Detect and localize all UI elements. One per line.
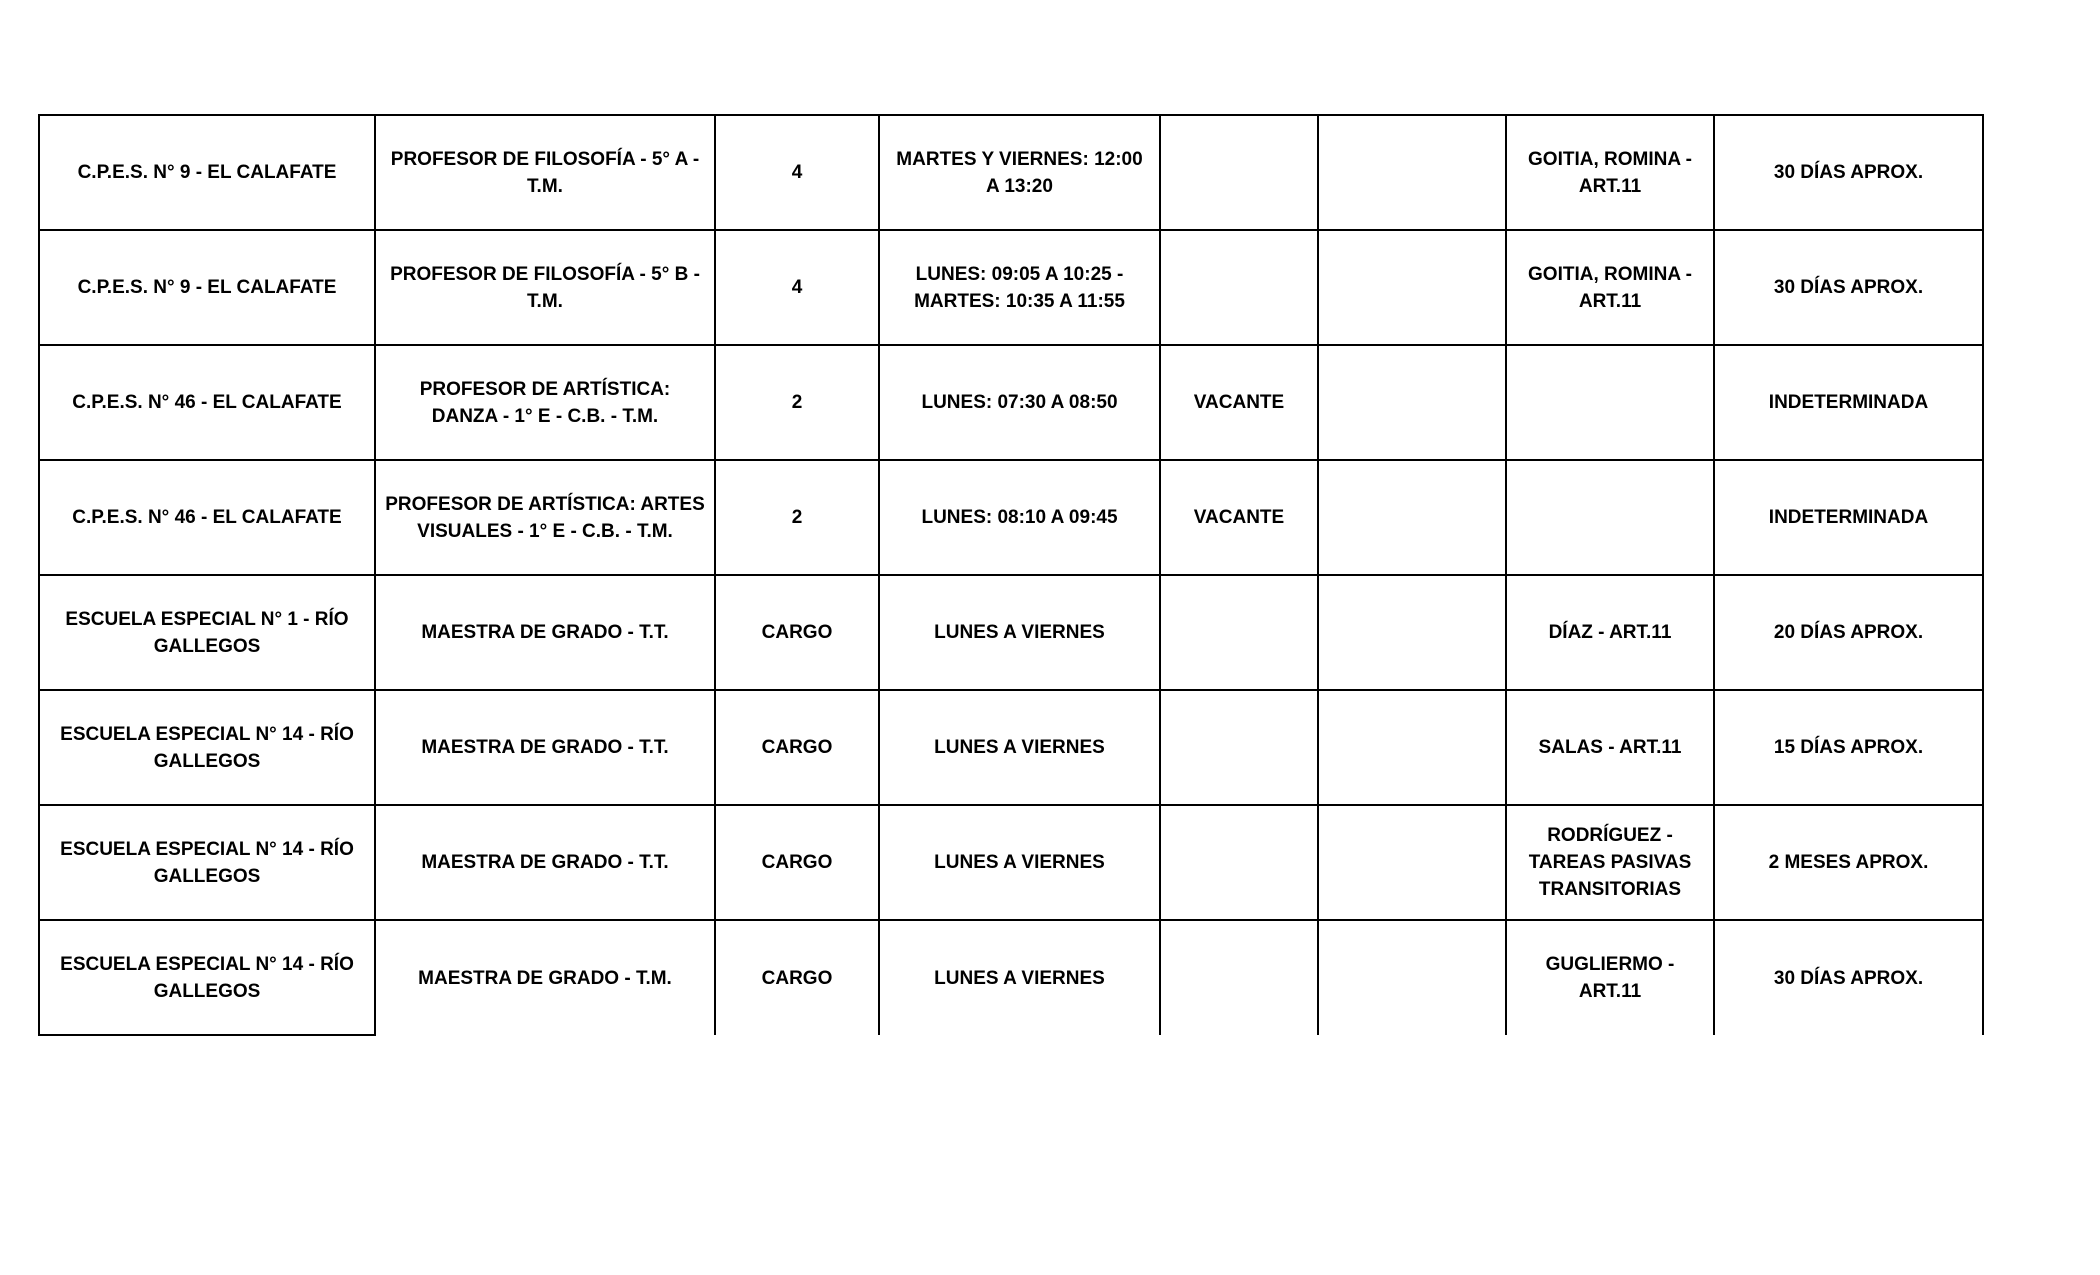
school-cell: ESCUELA ESPECIAL N° 14 - RÍO GALLEGOS	[39, 690, 375, 805]
status-cell	[1160, 920, 1318, 1035]
schedule-cell: LUNES: 09:05 A 10:25 - MARTES: 10:35 A 11:55	[879, 230, 1160, 345]
table-row	[39, 920, 1983, 1035]
holder-cell: RODRÍGUEZ - TAREAS PASIVAS TRANSITORIAS	[1506, 805, 1714, 920]
empty-cell	[1318, 920, 1506, 1035]
empty-cell	[1318, 115, 1506, 230]
position-cell: MAESTRA DE GRADO - T.T.	[375, 575, 715, 690]
status-cell: VACANTE	[1160, 460, 1318, 575]
hours-cell: 2	[715, 460, 879, 575]
duration-cell: 2 MESES APROX.	[1714, 805, 1983, 920]
empty-cell	[1318, 345, 1506, 460]
duration-cell: 20 DÍAS APROX.	[1714, 575, 1983, 690]
schedule-cell: LUNES A VIERNES	[879, 575, 1160, 690]
hours-cell: CARGO	[715, 690, 879, 805]
status-cell	[1160, 115, 1318, 230]
empty-cell	[1318, 230, 1506, 345]
position-cell: MAESTRA DE GRADO - T.T.	[375, 690, 715, 805]
table-row	[39, 230, 1983, 345]
hours-cell: 4	[715, 230, 879, 345]
school-cell: C.P.E.S. N° 46 - EL CALAFATE	[39, 460, 375, 575]
school-cell: C.P.E.S. N° 46 - EL CALAFATE	[39, 345, 375, 460]
hours-cell: 4	[715, 115, 879, 230]
school-cell: C.P.E.S. N° 9 - EL CALAFATE	[39, 230, 375, 345]
duration-cell: 15 DÍAS APROX.	[1714, 690, 1983, 805]
school-cell: ESCUELA ESPECIAL N° 14 - RÍO GALLEGOS	[39, 920, 375, 1035]
school-cell: ESCUELA ESPECIAL N° 1 - RÍO GALLEGOS	[39, 575, 375, 690]
position-cell: PROFESOR DE ARTÍSTICA: ARTES VISUALES - 1° E - C.B. - T.M.	[375, 460, 715, 575]
vacancy-table-body	[39, 115, 1983, 1035]
empty-cell	[1318, 460, 1506, 575]
table-row	[39, 460, 1983, 575]
vacancy-table-container	[38, 114, 1982, 1036]
schedule-cell: LUNES A VIERNES	[879, 805, 1160, 920]
duration-cell: INDETERMINADA	[1714, 345, 1983, 460]
status-cell: VACANTE	[1160, 345, 1318, 460]
holder-cell: GUGLIERMO - ART.11	[1506, 920, 1714, 1035]
hours-cell: 2	[715, 345, 879, 460]
duration-cell: 30 DÍAS APROX.	[1714, 230, 1983, 345]
school-cell: C.P.E.S. N° 9 - EL CALAFATE	[39, 115, 375, 230]
position-cell: PROFESOR DE FILOSOFÍA - 5° A - T.M.	[375, 115, 715, 230]
status-cell	[1160, 230, 1318, 345]
schedule-cell: LUNES: 07:30 A 08:50	[879, 345, 1160, 460]
empty-cell	[1318, 690, 1506, 805]
position-cell: PROFESOR DE FILOSOFÍA - 5° B - T.M.	[375, 230, 715, 345]
hours-cell: CARGO	[715, 920, 879, 1035]
hours-cell: CARGO	[715, 575, 879, 690]
position-cell: MAESTRA DE GRADO - T.M.	[375, 920, 715, 1035]
table-row	[39, 575, 1983, 690]
status-cell	[1160, 575, 1318, 690]
school-cell: ESCUELA ESPECIAL N° 14 - RÍO GALLEGOS	[39, 805, 375, 920]
holder-cell: GOITIA, ROMINA - ART.11	[1506, 230, 1714, 345]
holder-cell	[1506, 345, 1714, 460]
position-cell: MAESTRA DE GRADO - T.T.	[375, 805, 715, 920]
schedule-cell: LUNES A VIERNES	[879, 690, 1160, 805]
holder-cell: GOITIA, ROMINA - ART.11	[1506, 115, 1714, 230]
duration-cell: INDETERMINADA	[1714, 460, 1983, 575]
duration-cell: 30 DÍAS APROX.	[1714, 115, 1983, 230]
schedule-cell: LUNES A VIERNES	[879, 920, 1160, 1035]
holder-cell: SALAS - ART.11	[1506, 690, 1714, 805]
position-cell: PROFESOR DE ARTÍSTICA: DANZA - 1° E - C.B. - T.M.	[375, 345, 715, 460]
table-row	[39, 345, 1983, 460]
empty-cell	[1318, 575, 1506, 690]
schedule-cell: MARTES Y VIERNES: 12:00 A 13:20	[879, 115, 1160, 230]
holder-cell: DÍAZ - ART.11	[1506, 575, 1714, 690]
holder-cell	[1506, 460, 1714, 575]
schedule-cell: LUNES: 08:10 A 09:45	[879, 460, 1160, 575]
table-row	[39, 690, 1983, 805]
table-row	[39, 115, 1983, 230]
status-cell	[1160, 805, 1318, 920]
hours-cell: CARGO	[715, 805, 879, 920]
vacancy-table	[38, 114, 1984, 1036]
table-row	[39, 805, 1983, 920]
status-cell	[1160, 690, 1318, 805]
empty-cell	[1318, 805, 1506, 920]
duration-cell: 30 DÍAS APROX.	[1714, 920, 1983, 1035]
